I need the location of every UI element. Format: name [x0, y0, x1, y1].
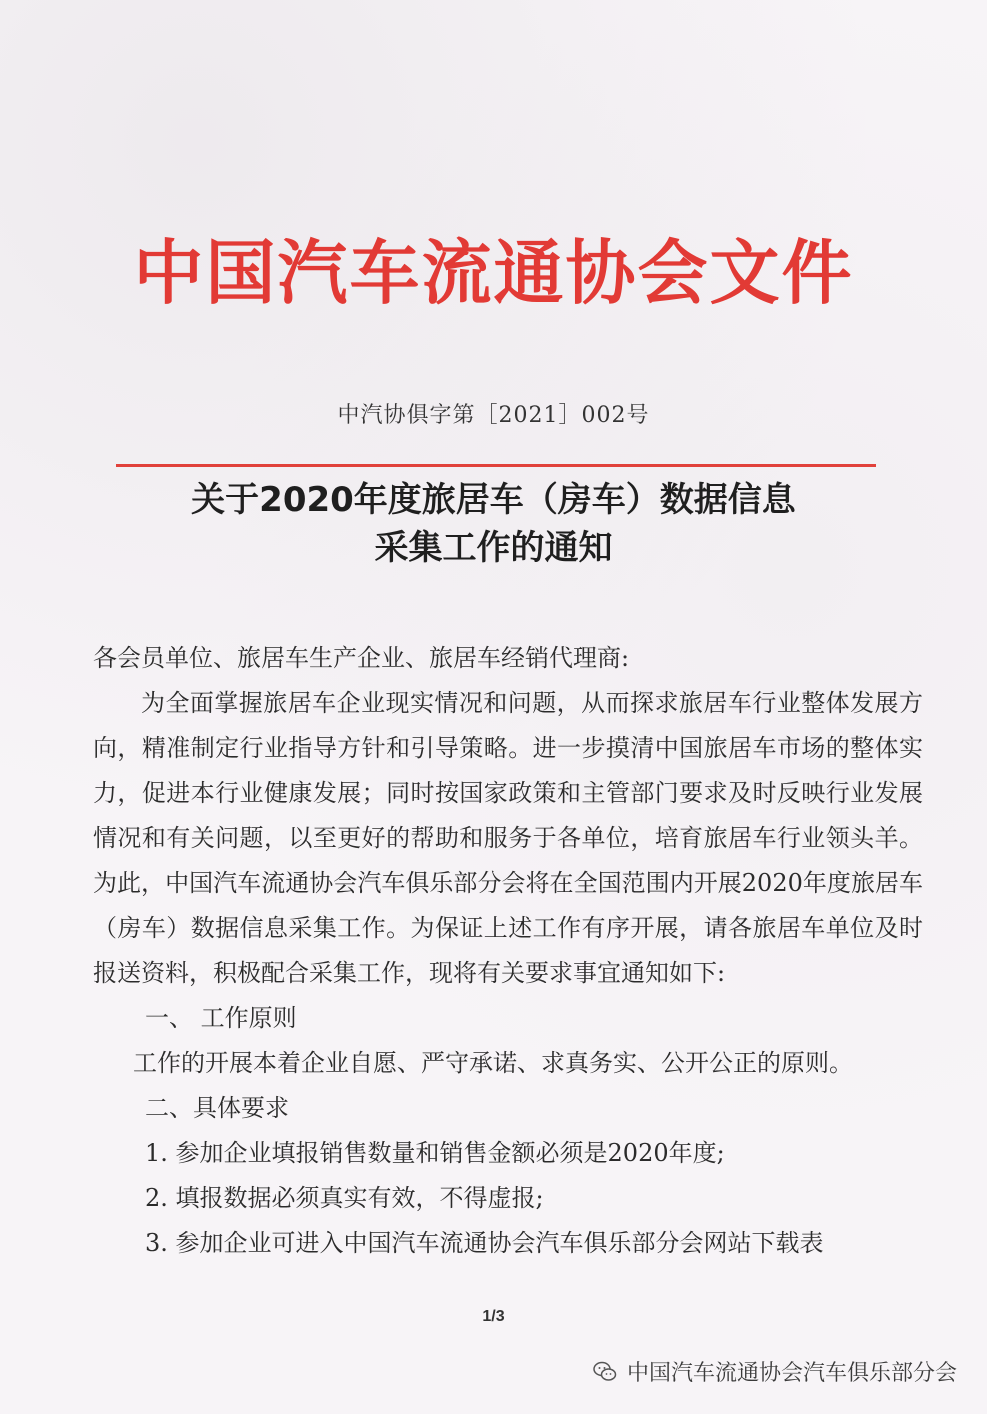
red-divider-line: [116, 464, 876, 467]
page-number: 1/3: [482, 1308, 505, 1325]
wechat-icon: [593, 1361, 617, 1383]
document-number: 中汽协俱字第［2021］002号: [337, 403, 650, 428]
section-1-body: 工作的开展本着企业自愿、严守承诺、求真务实、公开公正的原则。: [133, 1049, 853, 1077]
wechat-watermark: [593, 1356, 957, 1387]
document-header-title: 中国汽车流通协会文件: [133, 231, 854, 314]
requirement-item-1: 1. 参加企业填报销售数量和销售金额必须是2020年度;: [145, 1139, 725, 1167]
main-paragraph: 为全面掌握旅居车企业现实情况和问题，从而探求旅居车行业整体发展方向，精准制定行业指导方针和引导策略。进一步摸清中国旅居车市场的整体实力，促进本行业健康发展；同时按国家政策和主管部门要求及时反映行业发展情况和有关问题，以至更好的帮助和服务于各单位，培育旅居车行业领头羊。为此，中国汽车流通协会汽车俱乐部分会将在全国范围内开展2020年度旅居车（房车）数据信息采集工作。为保证上述工作有序开展，请各旅居车单位及时报送资料，积极配合采集工作，现将有关要求事宜通知如下:: [93, 689, 923, 987]
section-2-heading: 二、具体要求: [145, 1094, 289, 1122]
requirement-item-2: 2. 填报数据必须真实有效，不得虚报;: [145, 1184, 544, 1212]
notice-title: [0, 476, 987, 572]
notice-body: [93, 636, 923, 1266]
section-1-heading: 一、 工作原则: [145, 1004, 297, 1032]
watermark-text: 中国汽车流通协会汽车俱乐部分会: [626, 1361, 957, 1386]
notice-title-line-2: 采集工作的通知: [374, 528, 613, 568]
requirement-item-3: 3. 参加企业可进入中国汽车流通协会汽车俱乐部分会网站下载表: [145, 1229, 824, 1257]
salutation: 各会员单位、旅居车生产企业、旅居车经销代理商:: [93, 644, 630, 672]
notice-title-line-1: 关于2020年度旅居车（房车）数据信息: [191, 480, 796, 520]
